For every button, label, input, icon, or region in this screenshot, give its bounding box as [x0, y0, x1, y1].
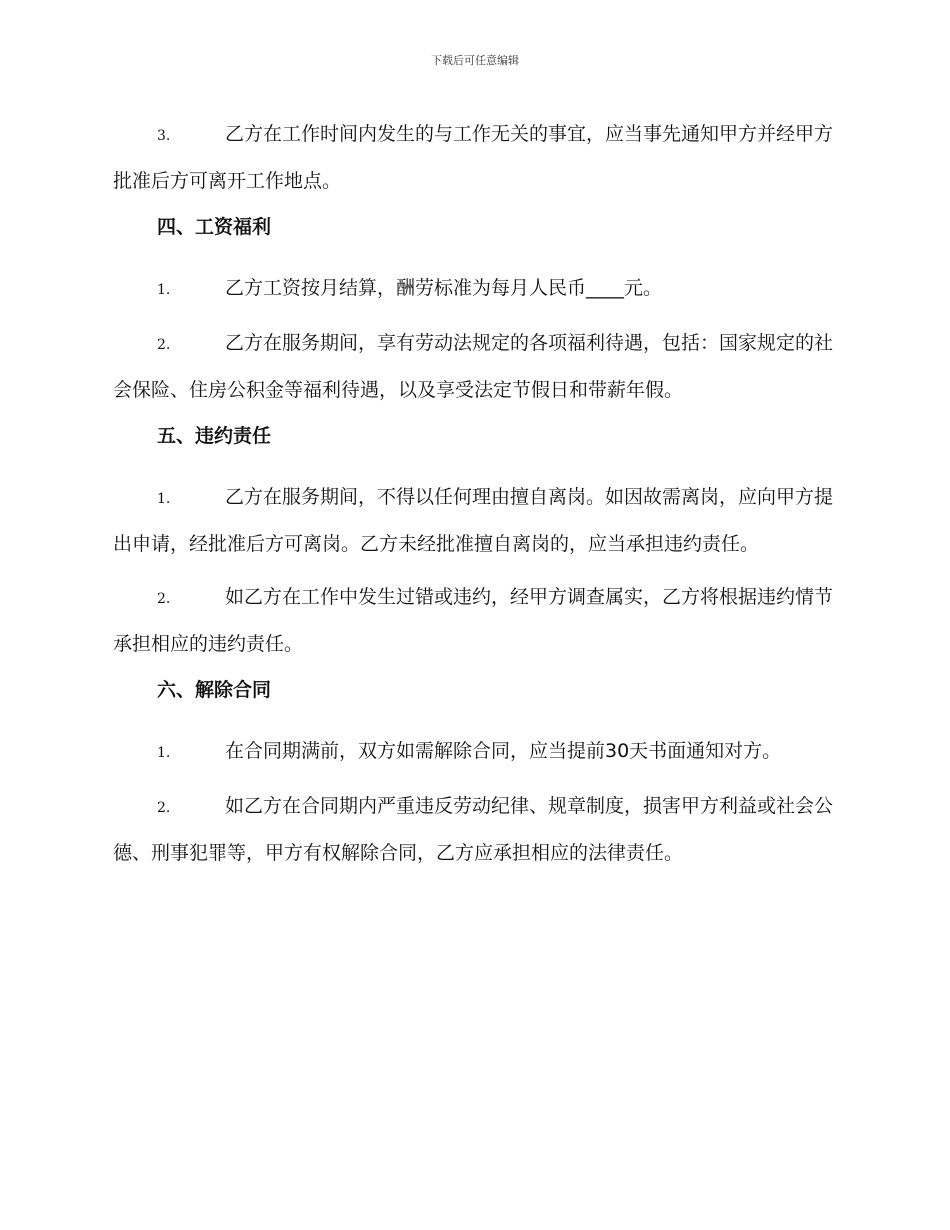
clause-6-1	[113, 729, 833, 776]
clause-number: 1.	[157, 491, 171, 507]
clause-number: 1.	[157, 282, 171, 298]
section-heading-termination: 六、解除合同	[157, 679, 272, 701]
clause-text: 乙方在工作时间内发生的与工作无关的事宜，应当事先通知甲方并经甲方批准后方可离开工作地点。	[113, 123, 834, 192]
clause-4-2	[113, 321, 833, 413]
clause-number: 3.	[157, 128, 171, 144]
clause-text: 乙方工资按月结算，酬劳标准为每月人民币____元。	[225, 277, 663, 299]
clause-5-2	[113, 575, 833, 667]
clause-3-3	[113, 112, 833, 204]
clause-text: 在合同期满前，双方如需解除合同，应当提前30天书面通知对方。	[225, 740, 782, 762]
clause-number: 2.	[157, 591, 171, 607]
clause-number: 1.	[157, 745, 171, 761]
clause-text: 乙方在服务期间，享有劳动法规定的各项福利待遇，包括：国家规定的社会保险、住房公积金等福利待遇，以及享受法定节假日和带薪年假。	[113, 332, 834, 401]
section-heading-wages: 四、工资福利	[157, 216, 272, 238]
clause-text: 乙方在服务期间，不得以任何理由擅自离岗。如因故需离岗，应向甲方提出申请，经批准后方可离岗。乙方未经批准擅自离岗的，应当承担违约责任。	[113, 486, 834, 555]
page-header: 下载后可任意编辑	[431, 54, 519, 67]
clause-number: 2.	[157, 800, 171, 816]
clause-text: 如乙方在工作中发生过错或违约，经甲方调查属实，乙方将根据违约情节承担相应的违约责任。	[113, 586, 834, 655]
section-heading-liability: 五、违约责任	[157, 425, 272, 447]
clause-6-2	[113, 784, 833, 876]
clause-5-1	[113, 475, 833, 567]
clause-text: 如乙方在合同期内严重违反劳动纪律、规章制度，损害甲方利益或社会公德、刑事犯罪等，甲方有权解除合同，乙方应承担相应的法律责任。	[113, 795, 834, 864]
document-body	[113, 112, 833, 884]
clause-4-1	[113, 266, 833, 313]
clause-number: 2.	[157, 337, 171, 353]
